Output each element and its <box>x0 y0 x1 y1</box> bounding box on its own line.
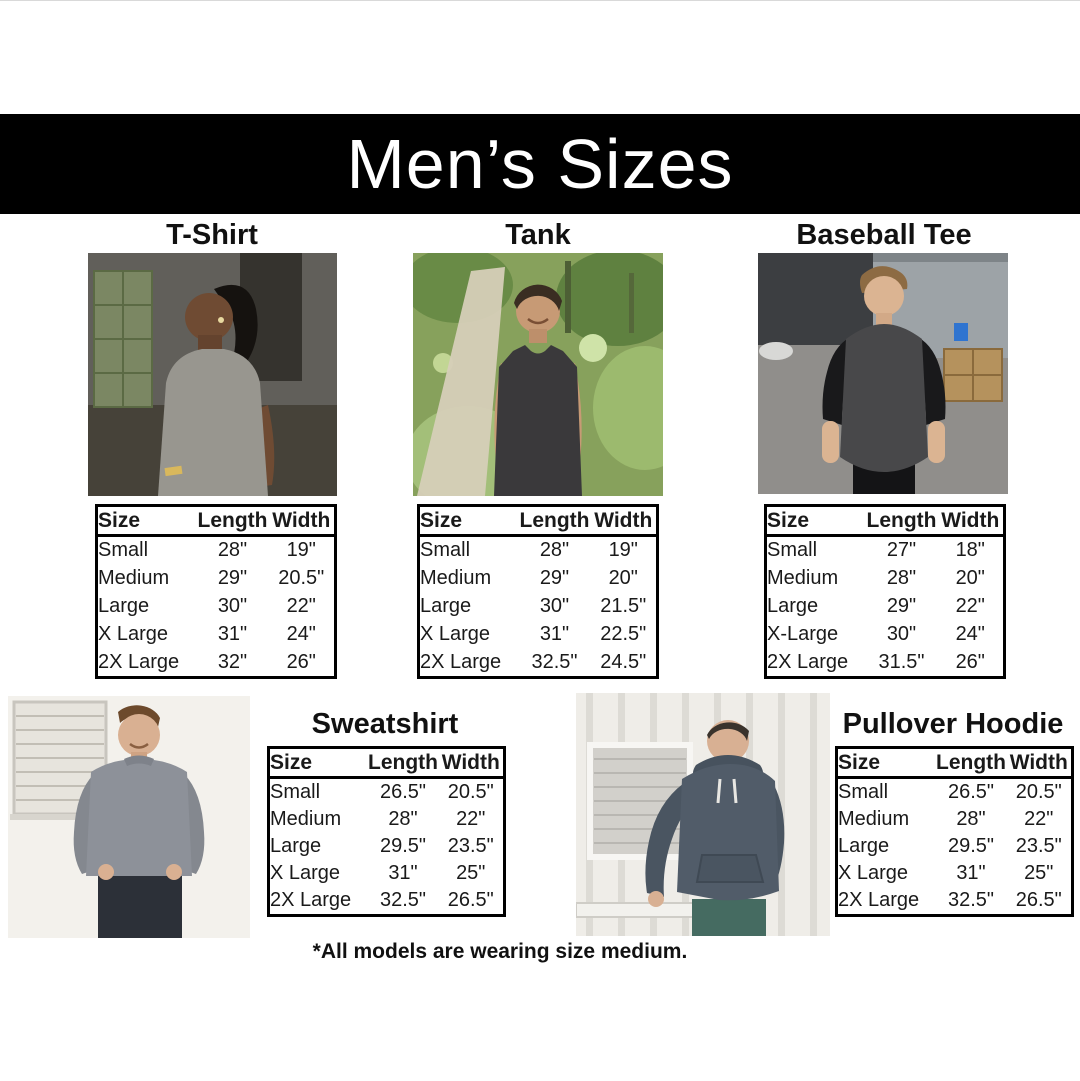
size-table-header <box>269 748 505 778</box>
width-cell: 26.5" <box>447 889 494 911</box>
size-cell: Small <box>838 781 889 803</box>
size-row <box>97 536 336 565</box>
header-size: Size <box>766 506 866 536</box>
tank-photo-illustration <box>413 253 663 496</box>
earring <box>218 317 224 323</box>
size-cell: Small <box>270 781 321 803</box>
size-row <box>269 778 505 807</box>
size-cell: Medium <box>98 567 170 590</box>
size-row <box>837 778 1073 807</box>
drawstring-left <box>718 779 720 803</box>
size-cell: Large <box>838 835 890 857</box>
size-table-tshirt <box>95 504 337 679</box>
width-cell: 25" <box>456 862 486 884</box>
drawstring-right <box>734 779 736 803</box>
white-rail <box>576 903 696 917</box>
size-cell: Small <box>98 539 149 562</box>
length-cell: 28" <box>539 539 570 562</box>
size-row <box>419 648 658 677</box>
tshirt-photo-illustration <box>88 253 337 496</box>
width-cell: 20" <box>608 567 638 590</box>
width-cell: 22.5" <box>600 622 647 645</box>
length-cell: 32.5" <box>379 889 427 911</box>
length-cell: 27" <box>886 539 917 562</box>
green-mesh-screen <box>94 271 152 407</box>
header-row <box>837 748 1073 778</box>
size-row <box>766 565 1005 593</box>
size-table-baseball-tee <box>764 504 1006 679</box>
size-table-sweatshirt <box>267 746 506 917</box>
header-row <box>269 748 505 778</box>
size-row <box>97 565 336 593</box>
header-width: Width <box>439 748 505 778</box>
length-cell: 32.5" <box>531 650 578 673</box>
size-table-body <box>97 536 336 678</box>
width-cell: 23.5" <box>1015 835 1062 857</box>
width-cell: 24" <box>286 622 316 645</box>
right-hand <box>166 864 182 880</box>
length-cell: 30" <box>217 594 248 617</box>
photo-sweatshirt-model <box>8 696 250 938</box>
size-cell: Large <box>270 835 322 857</box>
length-cell: 29.5" <box>379 835 427 857</box>
head <box>185 293 233 341</box>
size-row <box>419 536 658 565</box>
header-width: Width <box>269 506 336 536</box>
size-row <box>766 593 1005 621</box>
size-row <box>269 860 505 887</box>
page-title: Men’s Sizes <box>346 125 734 203</box>
head <box>864 276 904 316</box>
length-cell: 31" <box>217 622 248 645</box>
size-table-header <box>766 506 1005 536</box>
length-cell: 31.5" <box>878 650 925 673</box>
width-cell: 23.5" <box>447 835 494 857</box>
size-cell: 2X Large <box>838 889 920 911</box>
length-cell: 31" <box>539 622 570 645</box>
title-banner <box>0 114 1080 214</box>
baseball-tee-garment <box>840 324 928 472</box>
roof-line <box>873 253 1008 262</box>
size-cell: Large <box>98 594 150 617</box>
length-cell: 28" <box>217 539 248 562</box>
width-cell: 25" <box>1024 862 1054 884</box>
size-cell: X Large <box>838 862 909 884</box>
length-cell: 29" <box>886 594 917 617</box>
size-table-body <box>419 536 658 678</box>
sweatshirt-photo-illustration <box>8 696 250 938</box>
heading-sweatshirt: Sweatshirt <box>311 708 459 740</box>
wooden-crates <box>944 349 1002 401</box>
photo-tshirt-model <box>88 253 337 496</box>
length-cell: 32.5" <box>947 889 995 911</box>
width-cell: 19" <box>608 539 638 562</box>
dark-jeans <box>98 872 182 938</box>
size-cell: Medium <box>767 567 839 590</box>
size-cell: Large <box>420 594 472 617</box>
length-cell: 30" <box>886 622 917 645</box>
header-length: Length <box>866 506 938 536</box>
width-cell: 21.5" <box>600 594 647 617</box>
header-size: Size <box>837 748 936 778</box>
photo-tank-model <box>413 253 663 496</box>
size-row <box>766 536 1005 565</box>
header-width: Width <box>938 506 1005 536</box>
size-table-tank <box>417 504 659 679</box>
size-cell: 2X Large <box>98 650 180 673</box>
size-cell: 2X Large <box>270 889 352 911</box>
pullover-hoodie-photo-illustration <box>576 693 830 936</box>
length-cell: 29" <box>217 567 248 590</box>
length-cell: 29.5" <box>947 835 995 857</box>
size-row <box>766 620 1005 648</box>
size-table-body <box>766 536 1005 678</box>
heading-pullover-hoodie: Pullover Hoodie <box>842 708 1064 740</box>
length-cell: 28" <box>388 808 418 830</box>
size-cell: 2X Large <box>767 650 849 673</box>
width-cell: 22" <box>955 594 985 617</box>
header-length: Length <box>197 506 269 536</box>
footnote: *All models are wearing size medium. <box>312 940 688 963</box>
size-cell: X Large <box>420 622 491 645</box>
header-row <box>97 506 336 536</box>
left-forearm <box>822 421 839 463</box>
size-cell: X Large <box>270 862 341 884</box>
tank-garment <box>494 345 582 496</box>
header-length: Length <box>368 748 439 778</box>
heading-tshirt: T-Shirt <box>166 219 258 251</box>
header-width: Width <box>1007 748 1073 778</box>
size-row <box>97 648 336 677</box>
length-cell: 26.5" <box>379 781 427 803</box>
size-cell: Small <box>767 539 818 562</box>
size-cell: X Large <box>98 622 169 645</box>
size-row <box>837 806 1073 833</box>
size-table-header <box>419 506 658 536</box>
length-cell: 32" <box>217 650 248 673</box>
size-row <box>837 860 1073 887</box>
length-cell: 28" <box>956 808 986 830</box>
length-cell: 28" <box>886 567 917 590</box>
header-size: Size <box>419 506 519 536</box>
size-cell: Medium <box>420 567 492 590</box>
width-cell: 18" <box>955 539 985 562</box>
header-row <box>766 506 1005 536</box>
size-row <box>269 806 505 833</box>
length-cell: 26.5" <box>947 781 995 803</box>
size-cell: Medium <box>270 808 342 830</box>
width-cell: 26" <box>955 650 985 673</box>
width-cell: 20" <box>955 567 985 590</box>
size-cell: Large <box>767 594 819 617</box>
size-row <box>419 620 658 648</box>
length-cell: 30" <box>539 594 570 617</box>
white-car <box>759 342 793 360</box>
width-cell: 19" <box>286 539 316 562</box>
header-width: Width <box>591 506 658 536</box>
header-row <box>419 506 658 536</box>
header-length: Length <box>936 748 1007 778</box>
size-cell: Small <box>420 539 471 562</box>
length-cell: 31" <box>388 862 418 884</box>
header-length: Length <box>519 506 591 536</box>
size-table-header <box>97 506 336 536</box>
head <box>118 714 160 756</box>
size-table-pullover-hoodie <box>835 746 1074 917</box>
width-cell: 22" <box>286 594 316 617</box>
width-cell: 20.5" <box>278 567 325 590</box>
width-cell: 26.5" <box>1015 889 1062 911</box>
teal-pants <box>692 899 766 936</box>
width-cell: 22" <box>1024 808 1054 830</box>
size-row <box>269 887 505 916</box>
header-size: Size <box>269 748 368 778</box>
heading-baseball-tee: Baseball Tee <box>796 219 972 251</box>
width-cell: 20.5" <box>447 781 494 803</box>
photo-pullover-hoodie-model <box>576 693 830 936</box>
size-table-header <box>837 748 1073 778</box>
blue-sign <box>954 323 968 341</box>
size-row <box>419 565 658 593</box>
dark-building <box>758 253 873 345</box>
size-table-body <box>269 778 505 916</box>
heading-tank: Tank <box>505 219 571 251</box>
size-cell: Medium <box>838 808 910 830</box>
size-row <box>419 593 658 621</box>
left-hand <box>648 891 664 907</box>
size-table-body <box>837 778 1073 916</box>
photo-baseball-tee-model <box>758 253 1008 494</box>
neck <box>529 329 547 343</box>
size-row <box>837 833 1073 860</box>
size-row <box>837 887 1073 916</box>
left-hand <box>98 864 114 880</box>
size-row <box>97 620 336 648</box>
size-cell: 2X Large <box>420 650 502 673</box>
width-cell: 22" <box>456 808 486 830</box>
sweatshirt-garment <box>86 759 192 876</box>
size-row <box>766 648 1005 677</box>
width-cell: 20.5" <box>1015 781 1062 803</box>
width-cell: 26" <box>286 650 316 673</box>
width-cell: 24.5" <box>600 650 647 673</box>
header-size: Size <box>97 506 197 536</box>
size-row <box>97 593 336 621</box>
length-cell: 31" <box>956 862 986 884</box>
baseball-tee-photo-illustration <box>758 253 1008 494</box>
kangaroo-pocket <box>697 855 763 882</box>
size-cell: X-Large <box>767 622 839 645</box>
width-cell: 24" <box>955 622 985 645</box>
size-row <box>269 833 505 860</box>
right-forearm <box>928 421 945 463</box>
length-cell: 29" <box>539 567 570 590</box>
